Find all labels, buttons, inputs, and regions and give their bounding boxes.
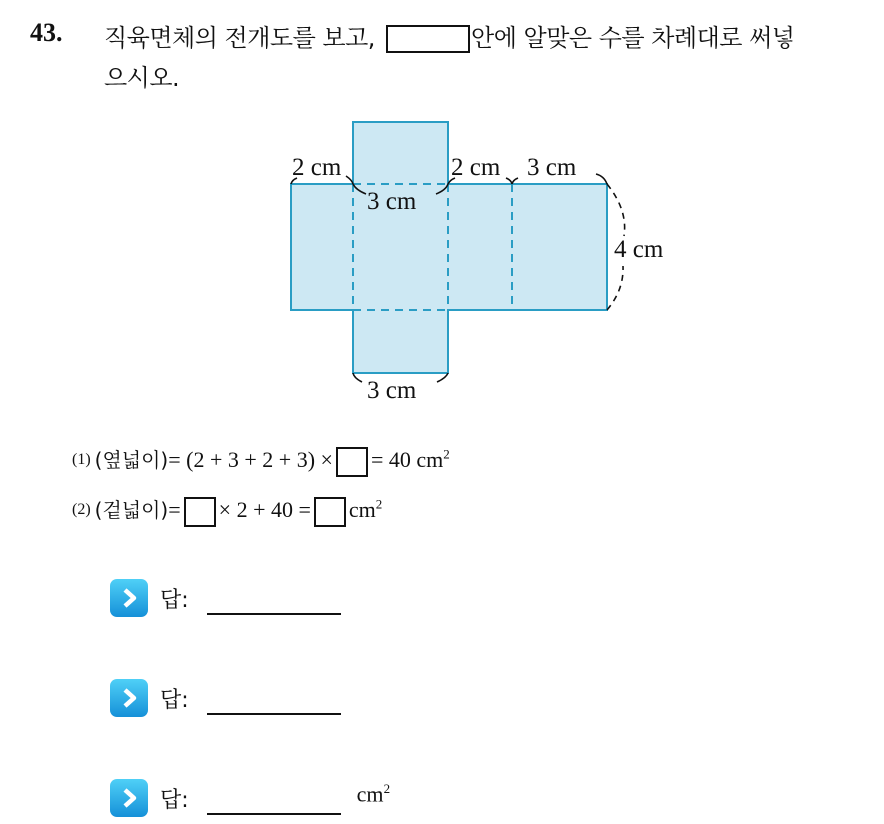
net-face-top: [353, 122, 448, 184]
answer-row-2: [110, 678, 341, 718]
expression-2-label: (겉넓이): [94, 498, 169, 522]
question-text-part2: 안에 알맞은 수를 차례대로 써넣: [471, 24, 795, 52]
answer-input-1[interactable]: [207, 581, 341, 615]
expression-1-blank: [336, 447, 368, 477]
answer-unit: $cm^2$: [356, 780, 391, 807]
answer-input-2[interactable]: [207, 681, 341, 715]
label-inner-top: 3 cm: [367, 188, 417, 215]
expression-1-label: (옆넓이): [94, 448, 169, 472]
label-top-mid: 2 cm: [451, 154, 501, 181]
label-right: 4 cm: [614, 236, 664, 263]
expression-2-middle: × 2 + 40 =: [218, 497, 311, 522]
label-top-right: 3 cm: [527, 154, 577, 181]
expression-2: [72, 494, 382, 527]
expression-2-number: (2): [72, 501, 91, 518]
question-text-line2: 으시오.: [104, 64, 180, 92]
expression-1: [72, 444, 450, 477]
answer-row-3: [110, 778, 390, 818]
chevron-right-icon: [110, 679, 148, 717]
net-face-bottom: [353, 310, 448, 373]
answer-label: 답:: [160, 587, 189, 613]
answer-label: 답:: [160, 787, 189, 813]
question-text-part1: 직육면체의 전개도를 보고,: [104, 24, 383, 52]
expression-2-before: =: [168, 497, 181, 522]
question-number: 43.: [30, 18, 63, 47]
expression-2-blank-2: [314, 497, 346, 527]
answer-label: 답:: [160, 687, 189, 713]
expression-2-sup: 2: [375, 496, 383, 512]
answer-row-1: [110, 578, 341, 618]
label-bottom: 3 cm: [367, 377, 417, 404]
chevron-right-icon: [110, 779, 148, 817]
expression-2-blank-1: [184, 497, 216, 527]
expression-1-before: = (2 + 3 + 2 + 3) ×: [168, 447, 333, 472]
answer-input-3[interactable]: [207, 781, 341, 815]
expression-1-after: = 40 cm: [370, 447, 444, 472]
expression-2-after: cm: [348, 497, 376, 522]
expression-1-sup: 2: [443, 446, 450, 462]
expression-1-number: (1): [72, 451, 91, 468]
chevron-right-icon: [110, 579, 148, 617]
label-top-left: 2 cm: [292, 154, 342, 181]
